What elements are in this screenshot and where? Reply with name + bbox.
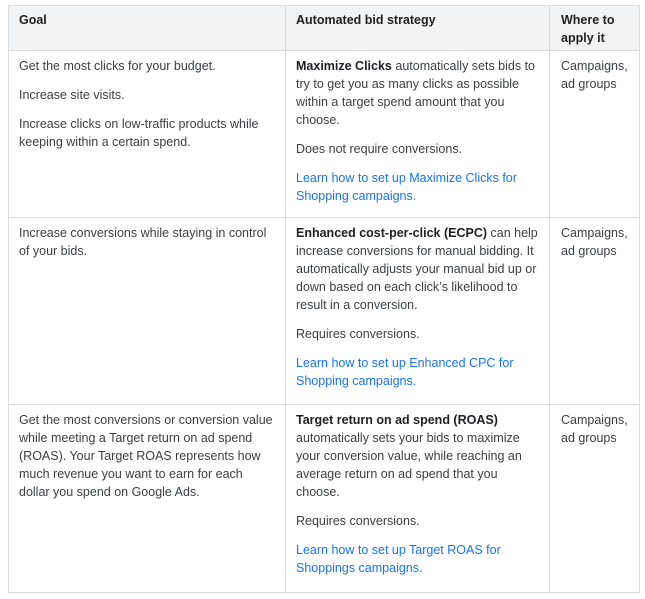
strategy-name: Target return on ad spend (ROAS) [296, 413, 498, 427]
strategy-cell [286, 51, 550, 218]
strategy-name: Maximize Clicks [296, 59, 392, 73]
where-cell: Campaigns, ad groups [550, 405, 640, 593]
setup-link[interactable]: Learn how to set up Maximize Clicks for Shopping campaigns. [296, 171, 517, 203]
goal-text: Increase conversions while staying in control of your bids. [19, 226, 267, 258]
strategy-desc: automatically sets bids to try to get you as many clicks as possible within a target spend amount that you choose. [296, 59, 536, 127]
header-strategy: Automated bid strategy [286, 6, 550, 51]
strategy-description [296, 224, 539, 314]
bid-strategy-table [8, 5, 640, 593]
strategy-desc: can help increase conversions for manual bidding. It automatically adjusts your manual bid up or down based on each click’s likelihood to result in a conversion. [296, 226, 538, 312]
table-row [9, 218, 640, 405]
goal-text: Increase clicks on low-traffic products while keeping within a certain spend. [19, 117, 259, 149]
strategy-name: Enhanced cost-per-click (ECPC) [296, 226, 488, 240]
goal-cell [9, 405, 286, 593]
header-where: Where to apply it [550, 6, 640, 51]
header-goal: Goal [9, 6, 286, 51]
strategy-desc: automatically sets your bids to maximize your conversion value, while reaching an average return on ad spend that you choose. [296, 431, 522, 499]
strategy-description [296, 57, 539, 129]
goal-text: Get the most conversions or conversion value while meeting a Target return on ad spend (ROAS). Your Target ROAS represents how much revenue you want to earn for each dollar you spend on Google Ads. [19, 413, 273, 499]
requirement-text: Requires conversions. [296, 514, 420, 528]
strategy-cell [286, 405, 550, 593]
goal-text: Get the most clicks for your budget. [19, 59, 216, 73]
strategy-description [296, 411, 539, 501]
goal-text: Increase site visits. [19, 88, 125, 102]
strategy-cell [286, 218, 550, 405]
goal-cell [9, 218, 286, 405]
setup-link[interactable]: Learn how to set up Enhanced CPC for Shopping campaigns. [296, 356, 514, 388]
where-cell: Campaigns, ad groups [550, 51, 640, 218]
table-row [9, 51, 640, 218]
table-header [9, 6, 640, 51]
requirement-text: Requires conversions. [296, 327, 420, 341]
setup-link[interactable]: Learn how to set up Target ROAS for Shoppings campaigns. [296, 543, 501, 575]
table-row [9, 405, 640, 593]
header-row [9, 6, 640, 51]
where-cell: Campaigns, ad groups [550, 218, 640, 405]
table-body [9, 51, 640, 593]
goal-cell [9, 51, 286, 218]
requirement-text: Does not require conversions. [296, 142, 463, 156]
